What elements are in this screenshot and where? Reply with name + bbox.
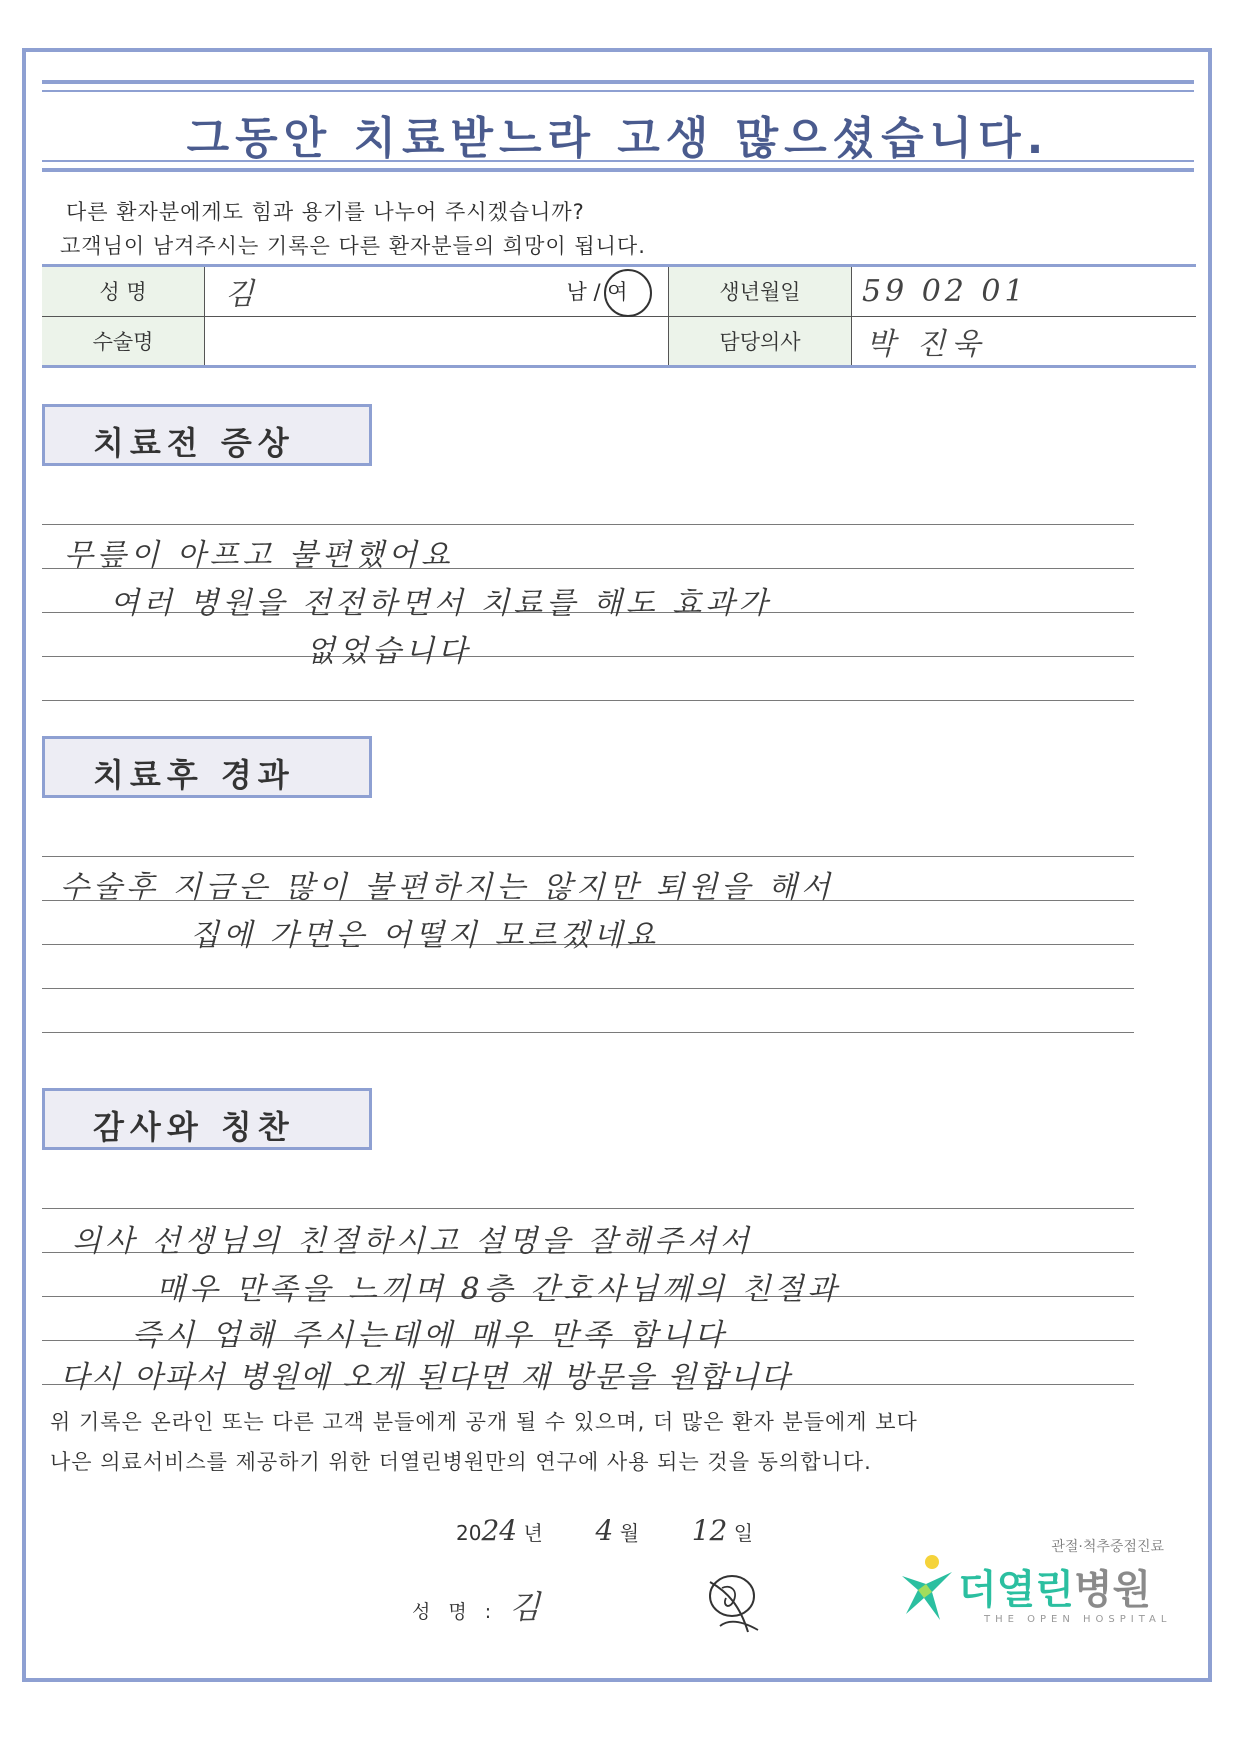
birth-label: 생년월일 — [669, 266, 852, 317]
section-before-heading: 치료전 증상 — [93, 424, 295, 462]
writing-line — [42, 1032, 1134, 1033]
section-thanks-heading: 감사와 칭찬 — [93, 1108, 295, 1146]
section-thanks-heading-box — [42, 1088, 372, 1150]
page-title: 그동안 치료받느라 고생 많으셨습니다. — [186, 113, 1050, 164]
doctor-value: 박 진욱 — [866, 326, 987, 362]
intro-line-1: 다른 환자분에게도 힘과 용기를 나누어 주시겠습니까? — [66, 200, 585, 224]
handwritten-line: 없었습니다 — [306, 634, 471, 669]
logo-figure-icon — [896, 1554, 958, 1624]
handwritten-line: 수술후 지금은 많이 불편하지는 않지만 퇴원을 해서 — [60, 870, 834, 905]
writing-line — [42, 700, 1134, 701]
surgery-label: 수술명 — [42, 316, 205, 367]
logo-name: 더열린병원 — [958, 1567, 1152, 1613]
section-before-heading-box — [42, 404, 372, 466]
gender-circle-mark — [604, 269, 652, 317]
handwritten-line: 매우 만족을 느끼며 8층 간호사님께의 친절과 — [156, 1272, 841, 1307]
writing-line — [42, 656, 1134, 657]
day-handwritten: 12 — [691, 1514, 728, 1547]
consent-line-2: 나은 의료서비스를 제공하기 위한 더열린병원만의 연구에 사용 되는 것을 동의합니다. — [50, 1450, 872, 1474]
signature-scribble — [700, 1566, 764, 1638]
handwritten-line: 집에 가면은 어떨지 모르겠네요 — [190, 918, 660, 953]
year-prefix: 20 — [456, 1521, 482, 1545]
date-line — [456, 1514, 753, 1547]
handwritten-line: 무릎이 아프고 불편했어요 — [64, 538, 454, 573]
logo-english: THE OPEN HOSPITAL — [984, 1614, 1172, 1625]
signature-label: 성 명 : — [412, 1601, 498, 1623]
year-handwritten: 24 — [481, 1514, 518, 1547]
hospital-logo — [896, 1536, 1176, 1636]
writing-line — [42, 988, 1134, 989]
section-after-heading: 치료후 경과 — [93, 756, 295, 794]
patient-info-table — [42, 264, 1196, 368]
gender-label: 남 / 여 — [566, 280, 628, 305]
writing-line — [42, 1208, 1134, 1209]
handwritten-line: 의사 선생님의 친절하시고 설명을 잘해주셔서 — [72, 1224, 753, 1259]
consent-line-1: 위 기록은 온라인 또는 다른 고객 분들에게 공개 될 수 있으며, 더 많은 환자 분들에게 보다 — [50, 1410, 918, 1434]
birth-value: 59 02 01 — [862, 273, 1028, 309]
signature-name: 김 — [509, 1588, 541, 1626]
title-band — [42, 80, 1194, 172]
doctor-label: 담당의사 — [669, 316, 852, 367]
logo-tagline: 관절·척추중점진료 — [1051, 1539, 1164, 1555]
year-unit: 년 — [523, 1521, 543, 1545]
name-label: 성 명 — [42, 266, 205, 317]
handwritten-line: 다시 아파서 병원에 오게 된다면 재 방문을 원합니다 — [60, 1360, 792, 1395]
handwritten-line: 여러 병원을 전전하면서 치료를 해도 효과가 — [110, 586, 772, 621]
handwritten-line: 즉시 업해 주시는데에 매우 만족 합니다 — [132, 1318, 728, 1353]
day-unit: 일 — [733, 1521, 754, 1545]
section-after-heading-box — [42, 736, 372, 798]
signature-line — [412, 1582, 540, 1628]
month-handwritten: 4 — [595, 1514, 614, 1547]
name-value: 김 — [225, 277, 254, 313]
month-unit: 월 — [619, 1521, 640, 1545]
writing-line — [42, 856, 1134, 857]
writing-line — [42, 524, 1134, 525]
intro-line-2: 고객님이 남겨주시는 기록은 다른 환자분들의 희망이 됩니다. — [60, 234, 646, 258]
